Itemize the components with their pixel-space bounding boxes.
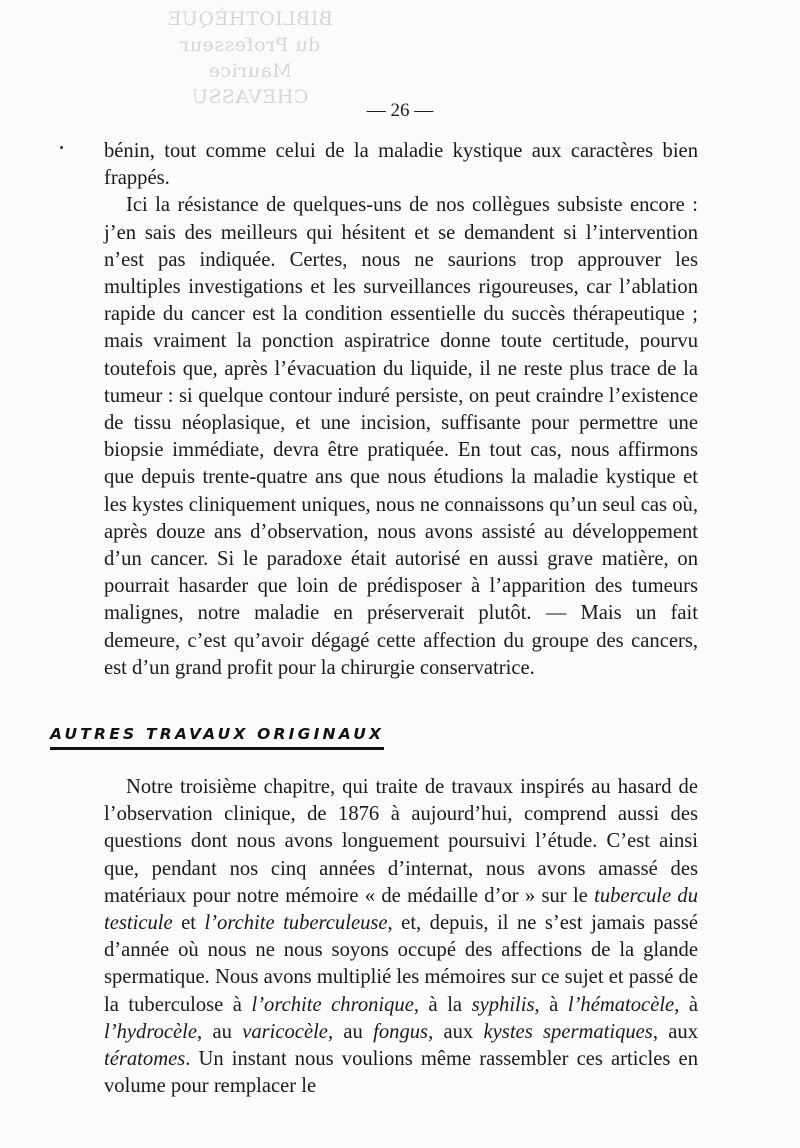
page-number: — 26 — [366,100,434,121]
margin-mark [60,146,63,149]
italic-term: l’orchite chronique [251,993,414,1016]
text-run: Notre troisième chapitre, qui traite de travaux inspirés au hasard de l’observation clinique, de 1876 à aujourd’hui, comprend aussi des questions dont nous avons longuement poursuivi l’étude. C’est ainsi que, pendant nos cinq années d’internat, nous avons amassé des matériaux pour notre mémoire « de médaille d’or » sur le [104,776,698,907]
paragraph-3 [104,774,698,1100]
section-heading: AUTRES TRAVAUX ORIGINAUX [50,722,384,750]
text-run: , au [197,1020,243,1043]
text-run: , à [674,993,699,1016]
italic-term: kystes spermatiques [483,1020,653,1043]
italic-term: fongus [373,1020,429,1043]
paragraph-1: bénin, tout comme celui de la maladie kystique aux caractères bien frappés. [104,140,698,190]
text-run: , au [327,1020,374,1043]
stamp-line-3: Maurice CHEVASSU [191,60,309,108]
text-run: . Un instant nous voulions même rassembler ces articles en volume pour remplacer le [104,1048,698,1098]
italic-term: tubercule du testicule [104,884,699,935]
text-block-bottom [104,774,698,1100]
text-run: et [172,912,205,935]
italic-term: varicocèle [242,1020,328,1043]
italic-term: l’hématocèle [567,993,675,1016]
paragraph-2: Ici la résistance de quelques-uns de nos collègues subsiste encore : j’en sais des meilleurs qui hésitent et se demandent si l’intervention n’est pas indiquée. Certes, nous ne saurions trop approuver les multiples investigations et les surveillances rigoureuses, car l’ablation rapide du cancer est la condition essentielle du succès thérapeutique ; mais vraiment la ponction aspiratrice donne toute certitude, pourvu toutefois que, après l’évacuation du liquide, il ne reste plus trace de la tumeur : si quelque contour induré persiste, on peut craindre l’existence de tissu néoplasique, et une incision, suffisante pour permettre une biopsie immédiate, devra être pratiquée. En tout cas, nous affirmons que depuis trente-quatre ans que nous étudions la maladie kystique et les kystes cliniquement uniques, nous ne connaissons qu’un seul cas où, après douze ans d’observation, nous avons assisté au développement d’un cancer. Si le paradoxe était autorisé en aussi grave matière, on pourrait hasarder que loin de prédisposer à l’apparition des tumeurs malignes, notre maladie en préserverait plutôt. — Mais un fait demeure, c’est qu’avoir dégagé cette affection du groupe des cancers, est d’un grand profit pour la chirurgie conservatrice. [104,194,698,679]
italic-term: l’orchite tuberculeuse [204,912,388,935]
italic-term: l’hydrocèle [104,1020,198,1043]
italic-term: tératomes [104,1048,186,1071]
text-block-top [104,138,698,682]
text-run: , à la [413,993,472,1016]
stamp-line-1: BIBLIOTHÈQUE [167,8,333,30]
text-run: , aux [428,1020,484,1043]
text-run: , et, depuis, il ne s’est jamais passé d’année où nous ne nous soyons occupé des affections de la glande spermatique. Nous avons multiplié les mémoires sur ce sujet et passé de la tuberculose à [104,912,698,1016]
italic-term: syphilis [471,993,535,1016]
stamp-line-2: du Professeur [179,34,321,56]
library-stamp-bleedthrough [150,6,350,110]
text-run: , à [534,993,568,1016]
text-run: , aux [652,1020,698,1043]
